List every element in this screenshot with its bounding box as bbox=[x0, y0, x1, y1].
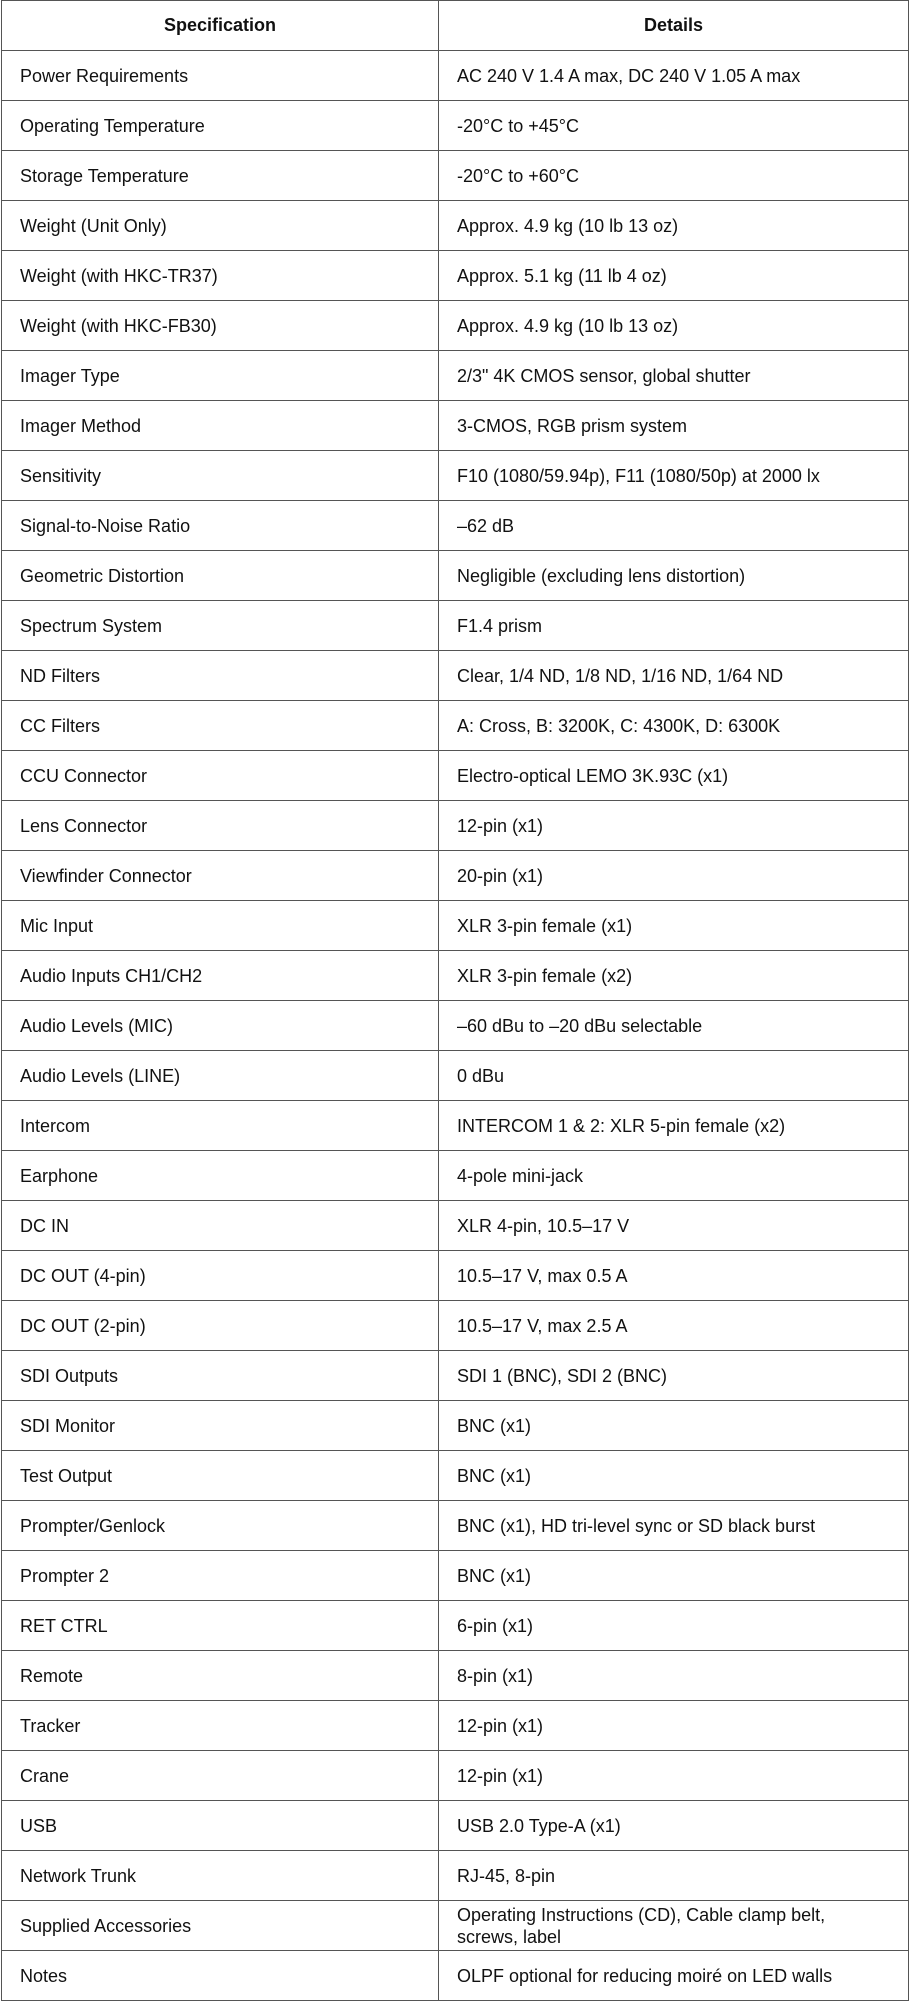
table-row bbox=[2, 1001, 909, 1051]
table-row bbox=[2, 1751, 909, 1801]
spec-name-cell: Crane bbox=[2, 1751, 439, 1801]
spec-details-cell: Clear, 1/4 ND, 1/8 ND, 1/16 ND, 1/64 ND bbox=[439, 651, 909, 701]
spec-name-cell: ND Filters bbox=[2, 651, 439, 701]
table-row bbox=[2, 1501, 909, 1551]
spec-table bbox=[1, 0, 909, 2001]
spec-name-cell: DC OUT (4-pin) bbox=[2, 1251, 439, 1301]
table-row bbox=[2, 1201, 909, 1251]
spec-details-cell: 12-pin (x1) bbox=[439, 801, 909, 851]
spec-details-cell: XLR 3-pin female (x2) bbox=[439, 951, 909, 1001]
spec-details-cell: BNC (x1) bbox=[439, 1451, 909, 1501]
spec-name-cell: Imager Type bbox=[2, 351, 439, 401]
spec-details-cell: F1.4 prism bbox=[439, 601, 909, 651]
spec-details-cell: F10 (1080/59.94p), F11 (1080/50p) at 2000 lx bbox=[439, 451, 909, 501]
spec-details-cell: 6-pin (x1) bbox=[439, 1601, 909, 1651]
table-row bbox=[2, 1701, 909, 1751]
spec-name-cell: Audio Inputs CH1/CH2 bbox=[2, 951, 439, 1001]
spec-details-cell: Approx. 4.9 kg (10 lb 13 oz) bbox=[439, 301, 909, 351]
table-row bbox=[2, 301, 909, 351]
spec-details-cell: 8-pin (x1) bbox=[439, 1651, 909, 1701]
spec-name-cell: Audio Levels (MIC) bbox=[2, 1001, 439, 1051]
spec-details-cell: 3-CMOS, RGB prism system bbox=[439, 401, 909, 451]
spec-details-cell: 2/3" 4K CMOS sensor, global shutter bbox=[439, 351, 909, 401]
spec-name-cell: Viewfinder Connector bbox=[2, 851, 439, 901]
spec-name-cell: Remote bbox=[2, 1651, 439, 1701]
table-body bbox=[2, 51, 909, 2001]
table-row bbox=[2, 351, 909, 401]
spec-name-cell: DC IN bbox=[2, 1201, 439, 1251]
spec-details-cell: 20-pin (x1) bbox=[439, 851, 909, 901]
spec-name-cell: Mic Input bbox=[2, 901, 439, 951]
spec-details-cell: BNC (x1) bbox=[439, 1551, 909, 1601]
spec-name-cell: Network Trunk bbox=[2, 1851, 439, 1901]
spec-name-cell: Operating Temperature bbox=[2, 101, 439, 151]
table-row bbox=[2, 1351, 909, 1401]
spec-name-cell: Notes bbox=[2, 1951, 439, 2001]
spec-details-cell: AC 240 V 1.4 A max, DC 240 V 1.05 A max bbox=[439, 51, 909, 101]
table-row bbox=[2, 1801, 909, 1851]
spec-details-cell: BNC (x1) bbox=[439, 1401, 909, 1451]
spec-details-cell: 10.5–17 V, max 0.5 A bbox=[439, 1251, 909, 1301]
table-row bbox=[2, 551, 909, 601]
spec-details-cell: OLPF optional for reducing moiré on LED walls bbox=[439, 1951, 909, 2001]
spec-details-cell: 12-pin (x1) bbox=[439, 1751, 909, 1801]
spec-name-cell: Earphone bbox=[2, 1151, 439, 1201]
spec-details-cell: -20°C to +45°C bbox=[439, 101, 909, 151]
table-row bbox=[2, 1151, 909, 1201]
spec-details-cell: Negligible (excluding lens distortion) bbox=[439, 551, 909, 601]
spec-name-cell: Signal-to-Noise Ratio bbox=[2, 501, 439, 551]
table-row bbox=[2, 901, 909, 951]
spec-name-cell: CCU Connector bbox=[2, 751, 439, 801]
spec-details-cell: 4-pole mini-jack bbox=[439, 1151, 909, 1201]
table-row bbox=[2, 1551, 909, 1601]
table-row bbox=[2, 251, 909, 301]
spec-details-cell: INTERCOM 1 & 2: XLR 5-pin female (x2) bbox=[439, 1101, 909, 1151]
spec-name-cell: SDI Outputs bbox=[2, 1351, 439, 1401]
spec-details-cell: Electro-optical LEMO 3K.93C (x1) bbox=[439, 751, 909, 801]
spec-name-cell: Storage Temperature bbox=[2, 151, 439, 201]
table-row bbox=[2, 201, 909, 251]
table-row bbox=[2, 601, 909, 651]
table-row bbox=[2, 801, 909, 851]
column-header-details: Details bbox=[439, 1, 909, 51]
table-row bbox=[2, 951, 909, 1001]
spec-name-cell: Imager Method bbox=[2, 401, 439, 451]
spec-name-cell: Prompter 2 bbox=[2, 1551, 439, 1601]
table-row bbox=[2, 1901, 909, 1951]
spec-details-cell: A: Cross, B: 3200K, C: 4300K, D: 6300K bbox=[439, 701, 909, 751]
table-row bbox=[2, 1101, 909, 1151]
table-row bbox=[2, 1951, 909, 2001]
spec-details-cell: BNC (x1), HD tri-level sync or SD black burst bbox=[439, 1501, 909, 1551]
table-row bbox=[2, 101, 909, 151]
spec-name-cell: Lens Connector bbox=[2, 801, 439, 851]
table-row bbox=[2, 1051, 909, 1101]
table-row bbox=[2, 1601, 909, 1651]
spec-details-cell: Operating Instructions (CD), Cable clamp belt, screws, label bbox=[439, 1901, 909, 1951]
spec-name-cell: Prompter/Genlock bbox=[2, 1501, 439, 1551]
table-row bbox=[2, 1651, 909, 1701]
spec-details-cell: Approx. 5.1 kg (11 lb 4 oz) bbox=[439, 251, 909, 301]
table-row bbox=[2, 1301, 909, 1351]
spec-name-cell: Intercom bbox=[2, 1101, 439, 1151]
table-row bbox=[2, 401, 909, 451]
spec-details-cell: USB 2.0 Type-A (x1) bbox=[439, 1801, 909, 1851]
table-row bbox=[2, 1851, 909, 1901]
spec-details-cell: Approx. 4.9 kg (10 lb 13 oz) bbox=[439, 201, 909, 251]
spec-details-cell: 12-pin (x1) bbox=[439, 1701, 909, 1751]
spec-details-cell: XLR 4-pin, 10.5–17 V bbox=[439, 1201, 909, 1251]
spec-details-cell: SDI 1 (BNC), SDI 2 (BNC) bbox=[439, 1351, 909, 1401]
spec-details-cell: XLR 3-pin female (x1) bbox=[439, 901, 909, 951]
spec-details-cell: –62 dB bbox=[439, 501, 909, 551]
spec-name-cell: Tracker bbox=[2, 1701, 439, 1751]
table-row bbox=[2, 851, 909, 901]
spec-name-cell: RET CTRL bbox=[2, 1601, 439, 1651]
spec-name-cell: USB bbox=[2, 1801, 439, 1851]
spec-details-cell: RJ-45, 8-pin bbox=[439, 1851, 909, 1901]
spec-details-cell: 10.5–17 V, max 2.5 A bbox=[439, 1301, 909, 1351]
table-row bbox=[2, 1251, 909, 1301]
spec-name-cell: Spectrum System bbox=[2, 601, 439, 651]
table-header-row bbox=[2, 1, 909, 51]
table-row bbox=[2, 151, 909, 201]
spec-details-cell: –60 dBu to –20 dBu selectable bbox=[439, 1001, 909, 1051]
spec-name-cell: Audio Levels (LINE) bbox=[2, 1051, 439, 1101]
table-row bbox=[2, 1401, 909, 1451]
spec-name-cell: SDI Monitor bbox=[2, 1401, 439, 1451]
table-row bbox=[2, 51, 909, 101]
spec-name-cell: Weight (Unit Only) bbox=[2, 201, 439, 251]
column-header-specification: Specification bbox=[2, 1, 439, 51]
table-row bbox=[2, 651, 909, 701]
spec-name-cell: Supplied Accessories bbox=[2, 1901, 439, 1951]
table-row bbox=[2, 751, 909, 801]
spec-name-cell: Sensitivity bbox=[2, 451, 439, 501]
spec-details-cell: 0 dBu bbox=[439, 1051, 909, 1101]
spec-name-cell: Geometric Distortion bbox=[2, 551, 439, 601]
spec-name-cell: Weight (with HKC-TR37) bbox=[2, 251, 439, 301]
spec-details-cell: -20°C to +60°C bbox=[439, 151, 909, 201]
spec-name-cell: Weight (with HKC-FB30) bbox=[2, 301, 439, 351]
table-row bbox=[2, 1451, 909, 1501]
table-row bbox=[2, 451, 909, 501]
spec-name-cell: DC OUT (2-pin) bbox=[2, 1301, 439, 1351]
spec-name-cell: CC Filters bbox=[2, 701, 439, 751]
spec-name-cell: Power Requirements bbox=[2, 51, 439, 101]
table-row bbox=[2, 701, 909, 751]
table-row bbox=[2, 501, 909, 551]
spec-name-cell: Test Output bbox=[2, 1451, 439, 1501]
